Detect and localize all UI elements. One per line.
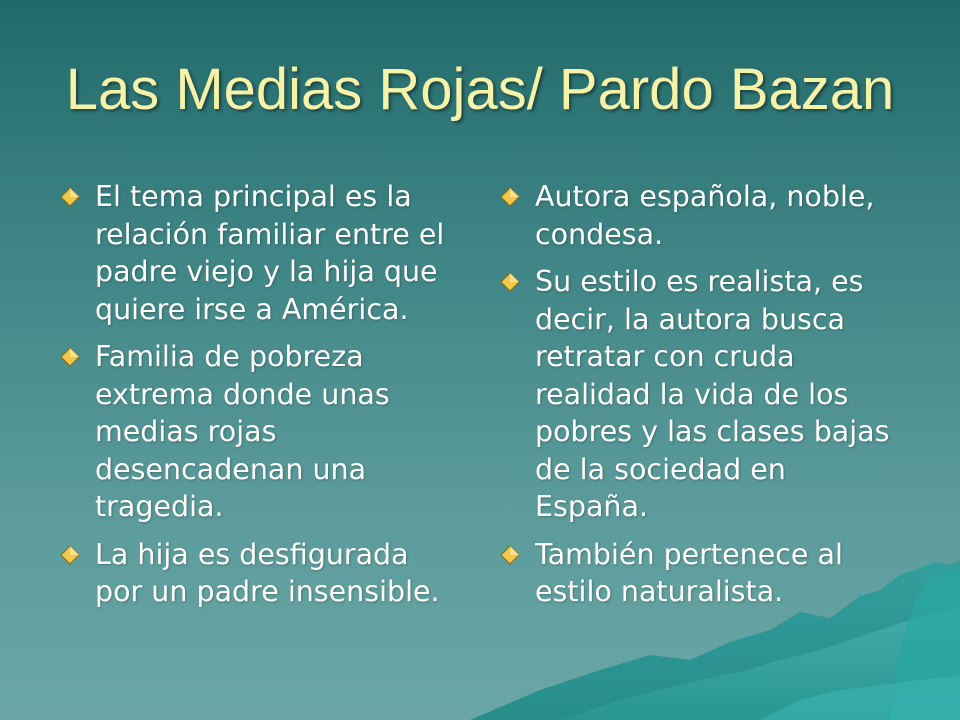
bullet-text: Su estilo es realista, es decir, la autora busca retratar con cruda realidad la vida de los pobres y las clases bajas de la sociedad en España. bbox=[535, 265, 890, 523]
bullet-item bbox=[58, 338, 458, 526]
diamond-bullet-icon bbox=[60, 545, 80, 565]
diamond-bullet-icon bbox=[60, 187, 80, 207]
slide-title: Las Medias Rojas/ Pardo Bazan bbox=[65, 57, 895, 122]
right-bullet-list bbox=[498, 178, 898, 621]
bullet-item bbox=[498, 263, 898, 526]
left-bullet-list bbox=[58, 178, 458, 621]
bullet-text: La hija es desfigurada por un padre insensible. bbox=[95, 537, 440, 608]
diamond-bullet-icon bbox=[500, 545, 520, 565]
diamond-bullet-icon bbox=[60, 347, 80, 367]
bullet-text: Autora española, noble, condesa. bbox=[535, 180, 875, 251]
diamond-bullet-icon bbox=[500, 272, 520, 292]
bullet-item bbox=[498, 178, 898, 253]
bullet-text: El tema principal es la relación familiar entre el padre viejo y la hija que quiere irse a América. bbox=[95, 180, 445, 326]
bullet-item bbox=[58, 536, 458, 611]
bullet-text: También pertenece al estilo naturalista. bbox=[535, 537, 843, 608]
bullet-item bbox=[498, 536, 898, 611]
diamond-bullet-icon bbox=[500, 187, 520, 207]
bullet-text: Familia de pobreza extrema donde unas medias rojas desencadenan una tragedia. bbox=[95, 340, 390, 523]
bullet-item bbox=[58, 178, 458, 328]
